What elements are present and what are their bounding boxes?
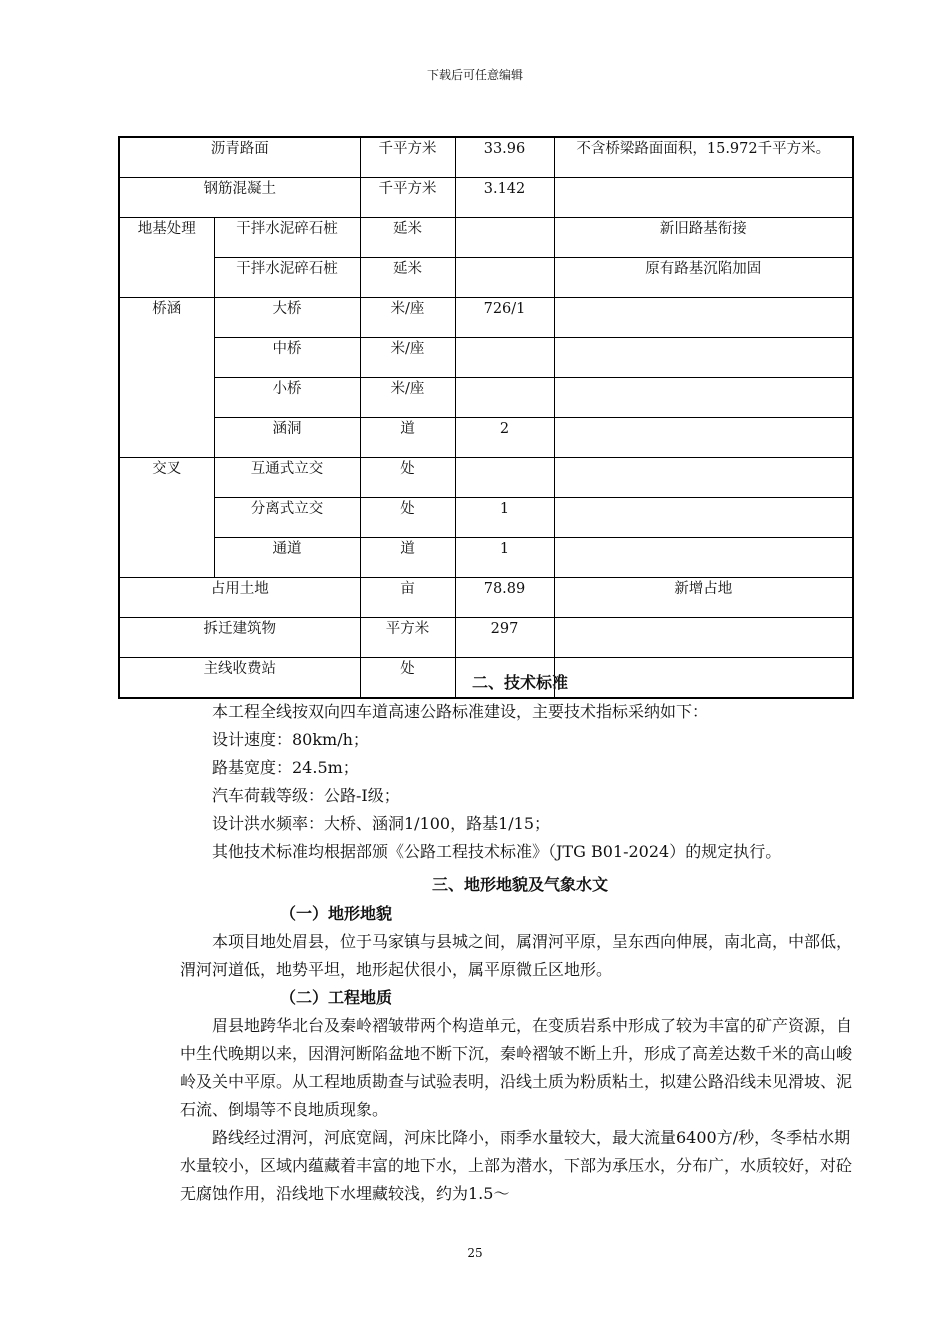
group-cell: 地基处理 (119, 218, 214, 298)
note-cell (554, 458, 853, 498)
note-cell (554, 538, 853, 578)
note-cell (554, 498, 853, 538)
quantity-cell: 2 (455, 418, 554, 458)
unit-cell: 处 (360, 498, 455, 538)
group-cell: 交叉 (119, 458, 214, 578)
quantity-cell: 297 (455, 618, 554, 658)
item-cell: 通道 (214, 538, 360, 578)
table-row (119, 458, 853, 498)
quantity-cell (455, 378, 554, 418)
paragraph: 设计洪水频率：大桥、涵洞1/100，路基1/15； (212, 814, 551, 833)
note-cell (554, 378, 853, 418)
paragraph: 路基宽度：24.5m； (212, 758, 359, 777)
unit-cell: 延米 (360, 258, 455, 298)
unit-cell: 千平方米 (360, 137, 455, 178)
quantity-cell (455, 258, 554, 298)
unit-cell: 米/座 (360, 298, 455, 338)
paragraph: 路线经过渭河，河底宽阔，河床比降小，雨季水量较大，最大流量6400方/秒，冬季枯水期水量较小，区域内蕴藏着丰富的地下水，上部为潜水，下部为承压水，分布广，水质较好，对砼无腐蚀作用，沿线地下水埋藏较浅，约为1.5～ (180, 1128, 853, 1203)
quantity-cell: 726/1 (455, 298, 554, 338)
item-cell: 沥青路面 (119, 137, 360, 178)
unit-cell: 延米 (360, 218, 455, 258)
page-header: 下载后可任意编辑 (426, 68, 523, 82)
unit-cell: 平方米 (360, 618, 455, 658)
paragraph: 本项目地处眉县，位于马家镇与县城之间，属渭河平原，呈东西向伸展，南北高，中部低，渭河河道低，地势平坦，地形起伏很小，属平原微丘区地形。 (180, 932, 853, 979)
item-cell: 干拌水泥碎石桩 (214, 218, 360, 258)
paragraph: 汽车荷载等级：公路-Ⅰ级； (212, 786, 400, 805)
item-cell: 主线收费站 (119, 658, 360, 699)
table-row (119, 618, 853, 658)
table-row (119, 498, 853, 538)
group-cell: 桥涵 (119, 298, 214, 458)
item-cell: 占用土地 (119, 578, 360, 618)
quantity-cell: 1 (455, 538, 554, 578)
table-row (119, 418, 853, 458)
section-title-terrain-hydrology: 三、地形地貌及气象水文 (431, 875, 608, 894)
quantity-cell (455, 458, 554, 498)
table-row (119, 578, 853, 618)
paragraph: 其他技术标准均根据部颁《公路工程技术标准》（JTG B01-2024）的规定执行。 (212, 842, 782, 861)
table-row (119, 378, 853, 418)
unit-cell: 千平方米 (360, 178, 455, 218)
quantity-cell (455, 218, 554, 258)
subsection-title-terrain: （一）地形地貌 (280, 904, 393, 923)
item-cell: 互通式立交 (214, 458, 360, 498)
unit-cell: 米/座 (360, 338, 455, 378)
item-cell: 干拌水泥碎石桩 (214, 258, 360, 298)
quantity-cell: 33.96 (455, 137, 554, 178)
table-row (119, 137, 853, 178)
quantity-cell: 78.89 (455, 578, 554, 618)
quantity-cell (455, 338, 554, 378)
note-cell (554, 178, 853, 218)
table-row (119, 338, 853, 378)
paragraph: 眉县地跨华北台及秦岭褶皱带两个构造单元，在变质岩系中形成了较为丰富的矿产资源，自中生代晚期以来，因渭河断陷盆地不断下沉，秦岭褶皱不断上升，形成了高差达数千米的高山峻岭及关中平原。从工程地质勘查与试验表明，沿线土质为粉质粘土，拟建公路沿线未见滑坡、泥石流、倒塌等不良地质现象。 (180, 1016, 853, 1119)
paragraph: 本工程全线按双向四车道高速公路标准建设，主要技术指标采纳如下： (212, 702, 709, 721)
unit-cell: 处 (360, 458, 455, 498)
quantities-table (118, 136, 854, 699)
note-cell: 原有路基沉陷加固 (554, 258, 853, 298)
table-row (119, 298, 853, 338)
page-number: 25 (467, 1246, 483, 1260)
note-cell: 不含桥梁路面面积，15.972千平方米。 (554, 137, 853, 178)
table-row (119, 218, 853, 258)
note-cell (554, 418, 853, 458)
note-cell: 新旧路基衔接 (554, 218, 853, 258)
quantity-cell: 1 (455, 498, 554, 538)
item-cell: 中桥 (214, 338, 360, 378)
item-cell: 小桥 (214, 378, 360, 418)
document-body (180, 668, 860, 1208)
section-title-technical-standards: 二、技术标准 (471, 673, 568, 692)
table-row (119, 538, 853, 578)
table-row (119, 258, 853, 298)
unit-cell: 米/座 (360, 378, 455, 418)
unit-cell: 处 (360, 658, 455, 699)
note-cell: 新增占地 (554, 578, 853, 618)
unit-cell: 道 (360, 538, 455, 578)
note-cell (554, 298, 853, 338)
item-cell: 大桥 (214, 298, 360, 338)
note-cell (554, 618, 853, 658)
item-cell: 涵洞 (214, 418, 360, 458)
item-cell: 拆迁建筑物 (119, 618, 360, 658)
subsection-title-geology: （二）工程地质 (280, 988, 393, 1007)
unit-cell: 道 (360, 418, 455, 458)
note-cell (554, 338, 853, 378)
quantity-cell: 3.142 (455, 178, 554, 218)
paragraph: 设计速度：80km/h； (212, 730, 369, 749)
table-row (119, 178, 853, 218)
unit-cell: 亩 (360, 578, 455, 618)
item-cell: 分离式立交 (214, 498, 360, 538)
item-cell: 钢筋混凝土 (119, 178, 360, 218)
